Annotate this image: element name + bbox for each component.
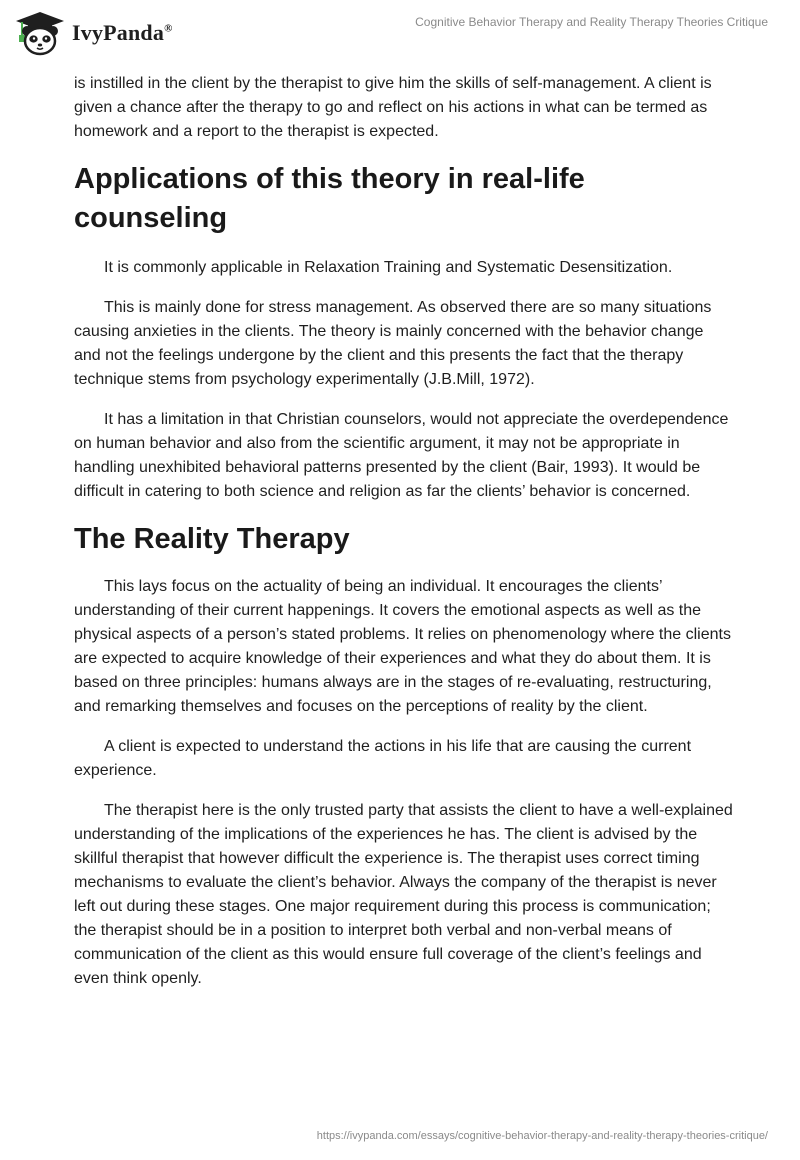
brand-name: IvyPanda®	[72, 20, 173, 45]
page-header	[0, 0, 800, 70]
paragraph-reality-1: This lays focus on the actuality of being an individual. It encourages the clients’ understanding of their current happenings. It covers the emotional aspects as well as the physical aspects of a person’s stated problems. It relies on phenomenology where the clients are expected to acquire knowledge of their experiences and what they do about them. It is based on three principles: humans always are in the stages of re-evaluating, restructuring, and remarking themselves and focuses on the perceptions of reality by the client.	[74, 578, 731, 715]
paragraph-applications-1: It is commonly applicable in Relaxation Training and Systematic Desensitization.	[104, 259, 673, 276]
heading-reality-therapy: The Reality Therapy	[74, 523, 350, 555]
ivypanda-logo[interactable]	[14, 8, 214, 58]
paragraph-applications-3: It has a limitation in that Christian counselors, would not appreciate the overdependence on human behavior and also from the scientific argument, it may not be appropriate in handling unexhibited behavioral patterns presented by the client (Bair, 1993). It would be difficult in catering to both science and religion as far the clients’ behavior is concerned.	[74, 411, 729, 500]
paragraph-applications-2: This is mainly done for stress management. As observed there are so many situations causing anxieties in the clients. The theory is mainly concerned with the behavior change and not the feelings undergone by the client and this presents the fact that the therapy technique stems from psychology experimentally (J.B.Mill, 1972).	[74, 299, 712, 388]
panda-graduate-icon	[14, 10, 66, 56]
heading-applications: Applications of this theory in real-life counseling	[74, 163, 585, 234]
document-title: Cognitive Behavior Therapy and Reality Therapy Theories Critique	[415, 15, 768, 29]
source-url[interactable]: https://ivypanda.com/essays/cognitive-behavior-therapy-and-reality-therapy-theories-critique/	[316, 1130, 768, 1142]
paragraph-intro-continuation: is instilled in the client by the therapist to give him the skills of self-management. A client is given a chance after the therapy to go and reflect on his actions in what can be termed as homework and a report to the therapist is expected.	[74, 75, 712, 140]
paragraph-reality-3: The therapist here is the only trusted party that assists the client to have a well-explained understanding of the implications of the experiences he has. The client is advised by the skillful therapist that however difficult the experience is. The therapist uses correct timing mechanisms to evaluate the client’s behavior. Always the company of the therapist is never left out during these stages. One major requirement during this process is communication; the therapist should be in a position to interpret both verbal and non-verbal means of communication of the client as this would ensure full coverage of the client’s feelings and even think openly.	[74, 802, 733, 987]
essay-body	[74, 72, 734, 1007]
paragraph-reality-2: A client is expected to understand the actions in his life that are causing the current experience.	[74, 738, 692, 779]
